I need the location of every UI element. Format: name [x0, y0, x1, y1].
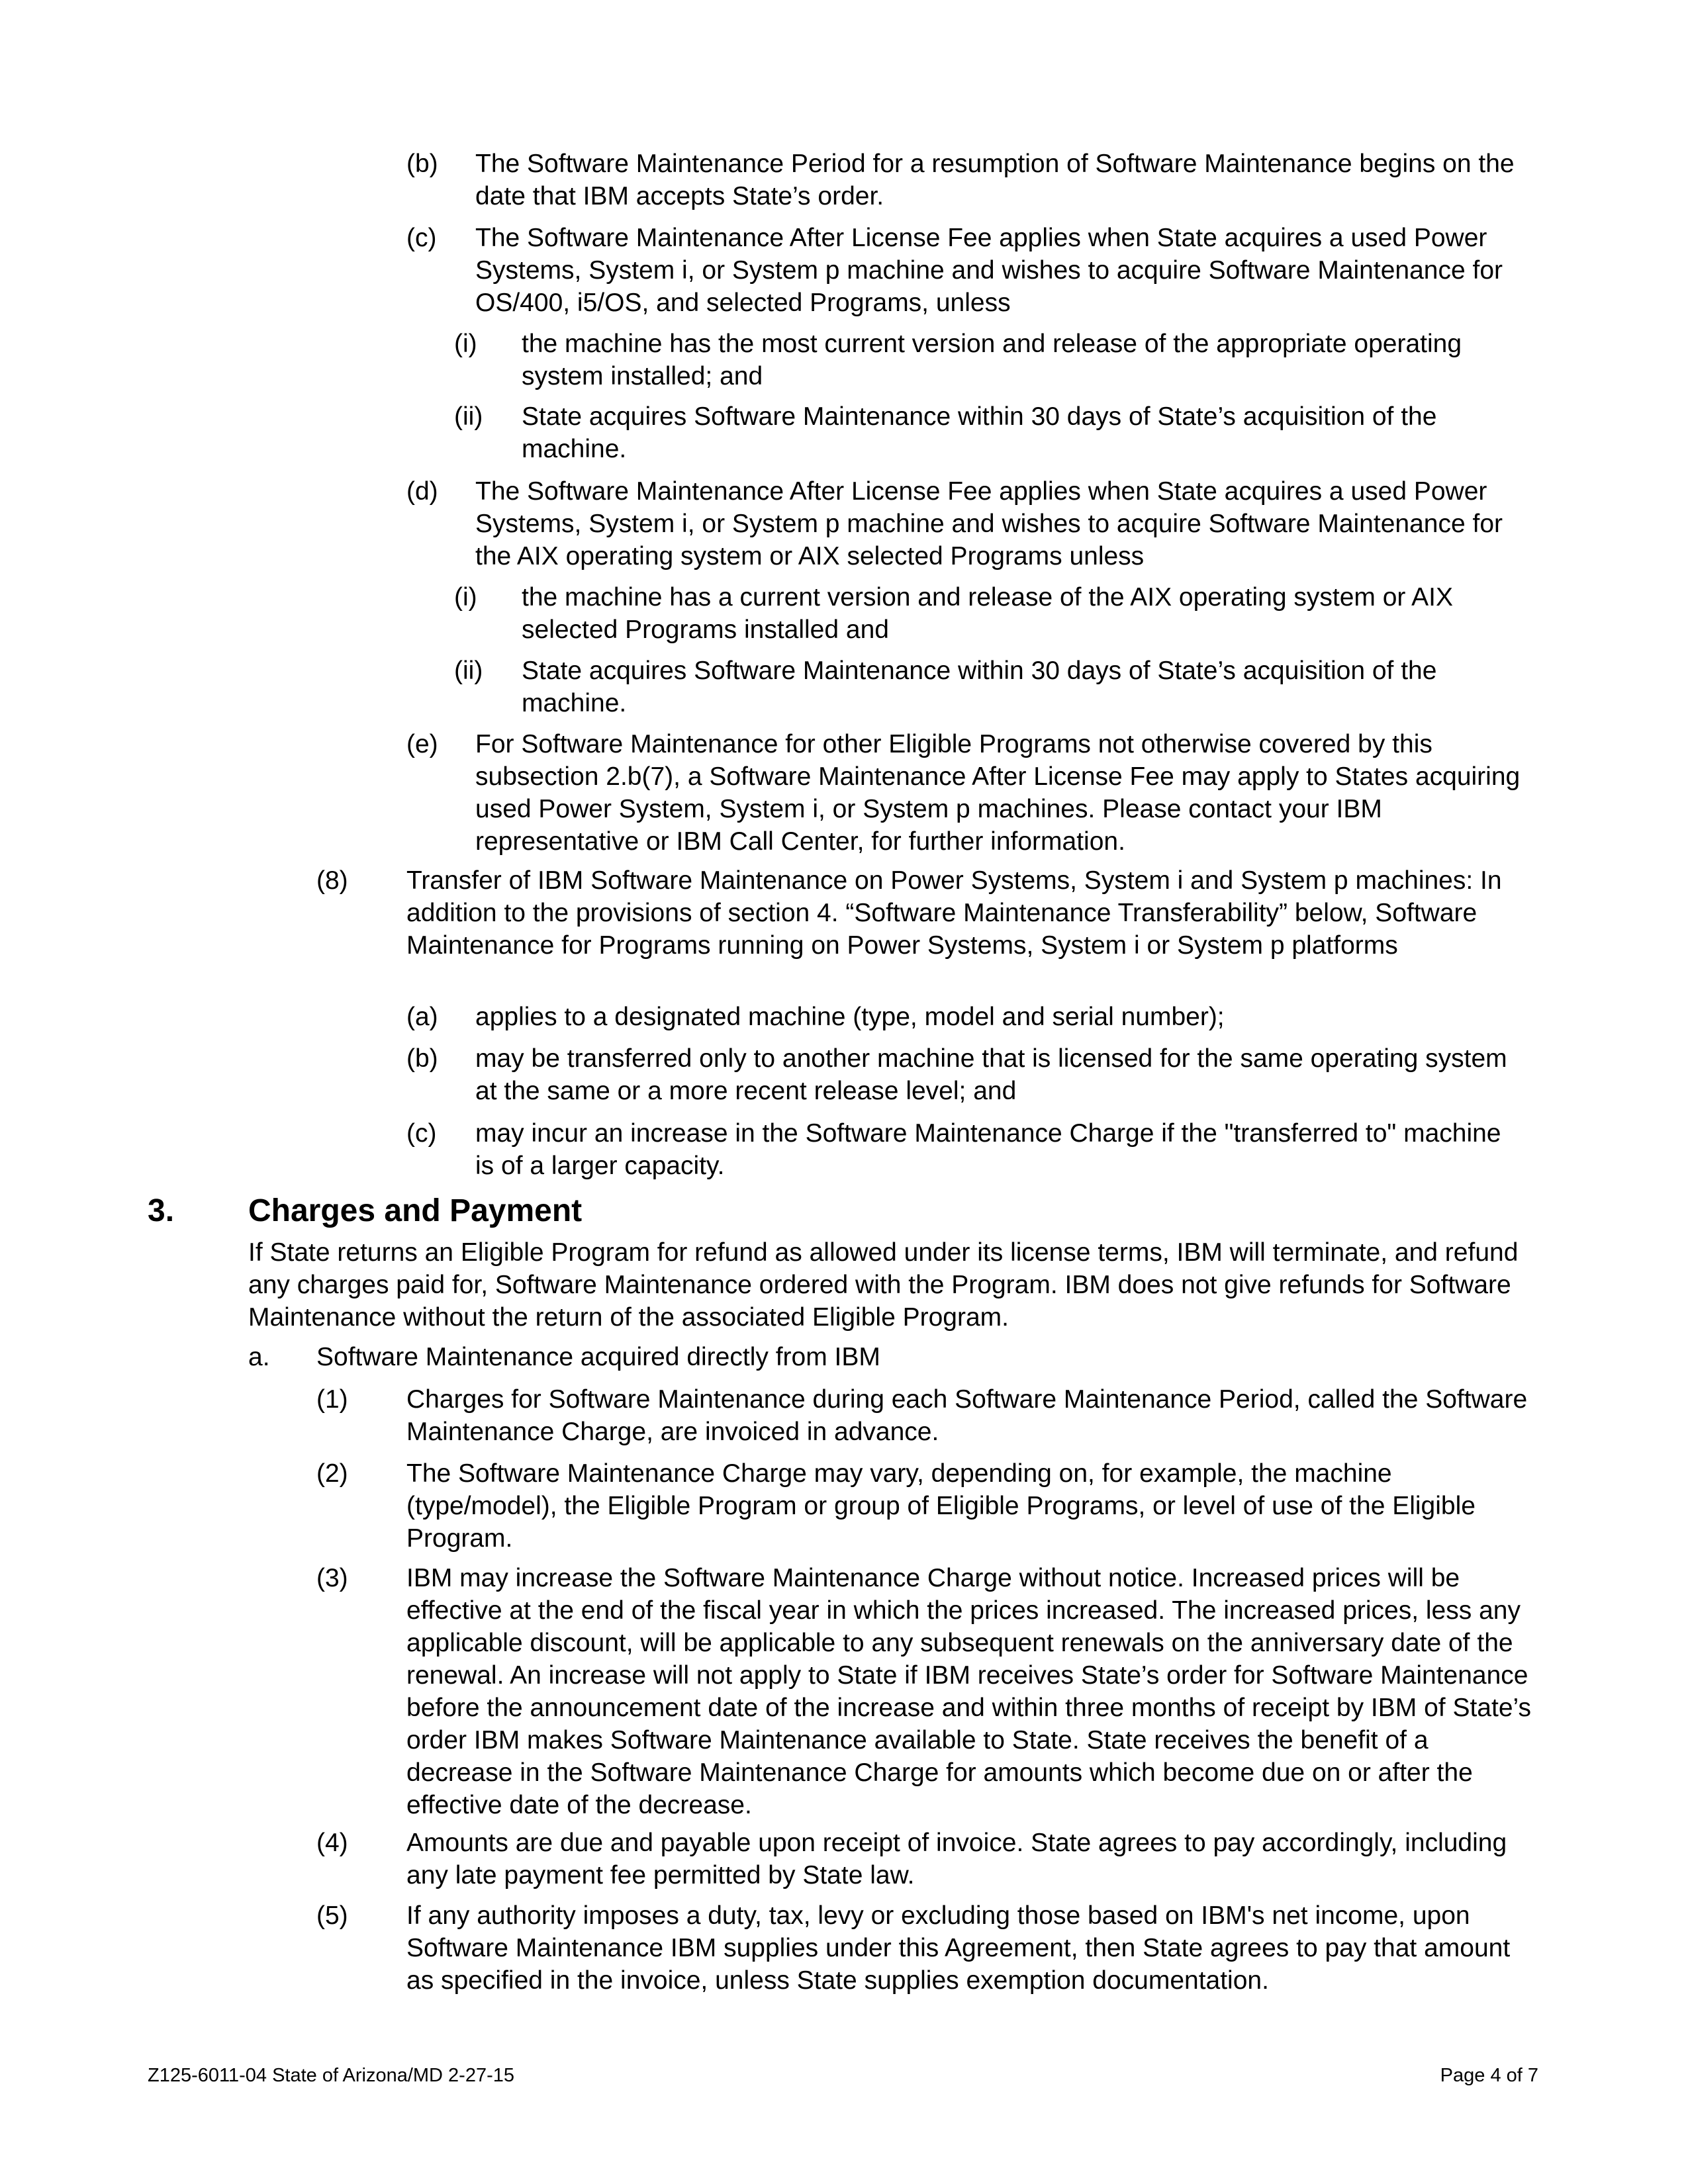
- list-item: [406, 728, 1523, 858]
- item-text: The Software Maintenance Charge may vary, depending on, for example, the machine (type/model), the Eligible Program or group of Eligible Programs, or level of use of the Eligible Program.: [406, 1459, 1476, 1553]
- item-text: IBM may increase the Software Maintenance Charge without notice. Increased prices will be effective at the end of the fiscal year in which the prices increased. The increased prices, less any applicable discount, will be applicable to any subsequent renewals on the anniversary date of the renewal. An increase will not apply to State if IBM receives State’s order for Software Maintenance before the announcement date of the increase and within three months of receipt by IBM of State’s order IBM makes Software Maintenance available to State. State receives the benefit of a decrease in the Software Maintenance Charge for amounts which become due on or after the effective date of the decrease.: [406, 1564, 1531, 1819]
- item-text: The Software Maintenance After License Fee applies when State acquires a used Power Systems, System i, or System p machine and wishes to acquire Software Maintenance for the AIX operating system or AIX selected Programs unless: [475, 477, 1503, 570]
- list-item: [454, 328, 1523, 392]
- item-text: Amounts are due and payable upon receipt of invoice. State agrees to pay accordingly, including any late payment fee permitted by State law.: [406, 1829, 1507, 1889]
- item-label: (e): [406, 730, 438, 758]
- item-text: the machine has the most current version and release of the appropriate operating system installed; and: [522, 330, 1462, 390]
- item-label: a.: [248, 1343, 270, 1371]
- list-item: [316, 1827, 1532, 1891]
- item-label: (a): [406, 1003, 438, 1031]
- item-label: (b): [406, 1044, 438, 1073]
- item-text: may incur an increase in the Software Maintenance Charge if the "transferred to" machine is of a larger capacity.: [475, 1119, 1501, 1180]
- item-text: State acquires Software Maintenance within 30 days of State’s acquisition of the machine.: [522, 657, 1437, 717]
- item-text: The Software Maintenance After License Fee applies when State acquires a used Power Systems, System i, or System p machine and wishes to acquire Software Maintenance for OS/400, i5/OS, and selected Programs, unless: [475, 224, 1503, 317]
- item-label: (c): [406, 1119, 437, 1148]
- item-text: Charges for Software Maintenance during each Software Maintenance Period, called the Software Maintenance Charge, are invoiced in advance.: [406, 1385, 1528, 1446]
- item-text: the machine has a current version and release of the AIX operating system or AIX selected Programs installed and: [522, 583, 1453, 644]
- item-label: (2): [316, 1459, 348, 1488]
- item-label: (3): [316, 1564, 348, 1592]
- item-text: The Software Maintenance Period for a resumption of Software Maintenance begins on the date that IBM accepts State’s order.: [475, 150, 1515, 210]
- item-text: For Software Maintenance for other Eligible Programs not otherwise covered by this subsection 2.b(7), a Software Maintenance After License Fee may apply to States acquiring used Power System, System i, or System p machines. Please contact your IBM representative or IBM Call Center, for further information.: [475, 730, 1521, 856]
- item-label: (8): [316, 866, 348, 895]
- item-text: State acquires Software Maintenance within 30 days of State’s acquisition of the machine.: [522, 402, 1437, 463]
- item-label: (4): [316, 1829, 348, 1857]
- item-text: Transfer of IBM Software Maintenance on Power Systems, System i and System p machines: In addition to the provisions of section 4. “Software Maintenance Transferability” below, Software Maintenance for Programs running on Power Systems, System i or System p platforms: [406, 866, 1502, 960]
- item-text: applies to a designated machine (type, model and serial number);: [475, 1003, 1225, 1031]
- item-label: (5): [316, 1901, 348, 1930]
- list-item: [454, 655, 1523, 719]
- section-title: Charges and Payment: [248, 1193, 583, 1228]
- item-label: (d): [406, 477, 438, 506]
- item-text: If any authority imposes a duty, tax, levy or excluding those based on IBM's net income, upon Software Maintenance IBM supplies under this Agreement, then State agrees to pay that amount as specified in the invoice, unless State supplies exemption documentation.: [406, 1901, 1511, 1995]
- list-item: [406, 1117, 1523, 1182]
- list-item: [406, 222, 1523, 319]
- list-item: [406, 475, 1523, 572]
- section-number: 3.: [148, 1193, 175, 1228]
- list-item: [316, 1457, 1532, 1555]
- list-item: [316, 864, 1532, 962]
- item-label: (i): [454, 330, 477, 358]
- list-item: [316, 1383, 1532, 1448]
- item-text: may be transferred only to another machine that is licensed for the same operating system at the same or a more recent release level; and: [475, 1044, 1507, 1105]
- list-item: [406, 1001, 1523, 1033]
- list-item: [406, 1042, 1523, 1107]
- item-label: (1): [316, 1385, 348, 1414]
- list-item: [316, 1562, 1532, 1821]
- item-text: Software Maintenance acquired directly from IBM: [316, 1343, 880, 1371]
- list-item: [454, 581, 1523, 646]
- list-item: [248, 1341, 1532, 1373]
- list-item: [406, 148, 1523, 212]
- item-label: (ii): [454, 402, 483, 431]
- section-intro: If State returns an Eligible Program for refund as allowed under its license terms, IBM will terminate, and refund any charges paid for, Software Maintenance ordered with the Program. IBM does not give refunds for Software Maintenance without the return of the associated Eligible Program.: [248, 1238, 1519, 1332]
- footer-page-number: Page 4 of 7: [1440, 2065, 1538, 2086]
- item-label: (i): [454, 583, 477, 612]
- list-item: [316, 1899, 1532, 1997]
- list-item: [454, 400, 1523, 465]
- item-label: (c): [406, 224, 437, 252]
- item-label: (b): [406, 150, 438, 178]
- footer-document-id: Z125-6011-04 State of Arizona/MD 2-27-15: [148, 2065, 515, 2086]
- item-label: (ii): [454, 657, 483, 685]
